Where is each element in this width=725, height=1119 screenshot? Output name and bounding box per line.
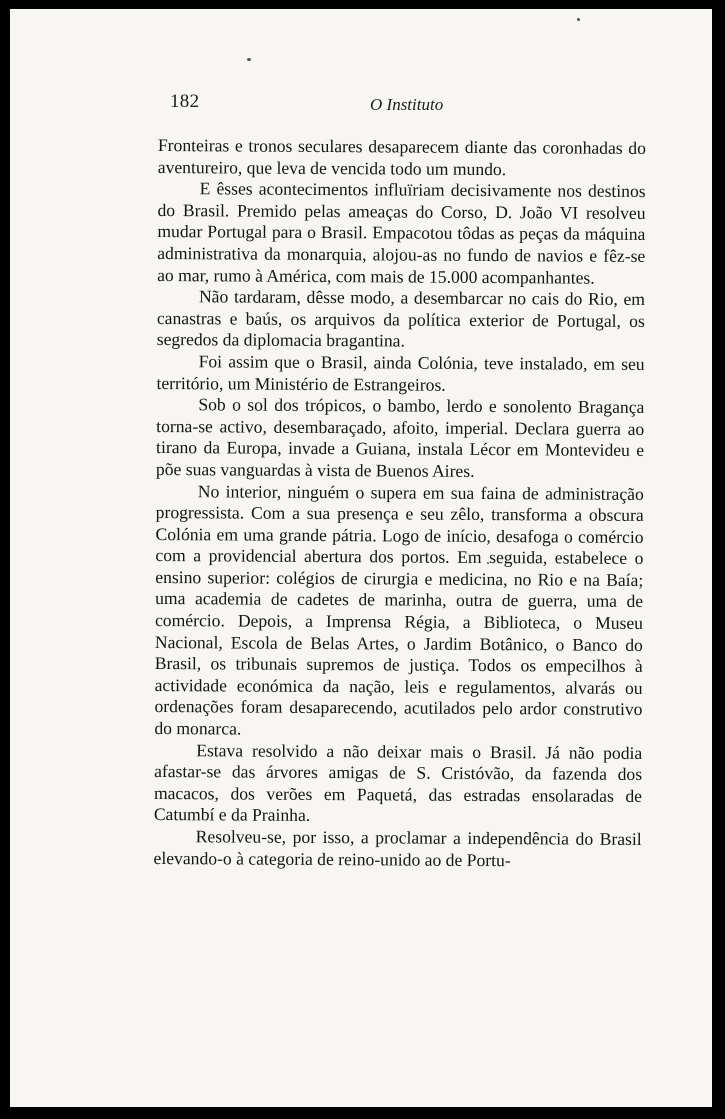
paragraph: E êsses acontecimentos influïriam decisivamente nos destinos do Brasil. Premido pelas ameaças do Corso, D. João VI resolveu mudar Portugal para o Brasil. Empacotou tôdas as peças da máquina administrativa da monarquia, alojou-as no fundo de navios e fêz-se ao mar, rumo à América, com mais de 15.000 acompanhantes. — [157, 178, 646, 288]
paragraph: Resolveu-se, por isso, a proclamar a independência do Brasil elevando-o à categoria de reino-unido ao de Portu- — [153, 826, 642, 870]
paragraph: Sob o sol dos trópicos, o bambo, lerdo e sonolento Bragança torna-se activo, desembaraçado, afoito, imperial. Declara guerra ao tirano da Europa, invade a Guiana, instala Lécor em Montevideu e põe suas vanguardas à vista de Buenos Aires. — [155, 394, 645, 481]
paragraph: Não tardaram, dêsse modo, a desembarcar no cais do Rio, em canastras e baús, os arquivos da política exterior de Portugal, os segredos da diplomacia bragantina. — [156, 286, 646, 351]
book-page — [10, 9, 712, 1107]
body-text — [154, 135, 646, 872]
paragraph: Fronteiras e tronos seculares desaparecem diante das coronhadas do aventureiro, que leva de vencida todo um mundo. — [157, 135, 646, 179]
page-number: 182 — [170, 91, 200, 112]
running-title: O Instituto — [370, 95, 444, 114]
page-header — [10, 91, 712, 121]
paragraph: Estava resolvido a não deixar mais o Brasil. Já não podia afastar-se das árvores amigas de S. Cristóvão, da fazenda dos macacos, dos verões em Paquetá, das estradas ensolaradas de Catumbí e da Prainha. — [153, 739, 643, 826]
paragraph: No interior, ninguém o supera em sua faina de administração progressista. Com a sua presença e seu zêlo, transforma a obscura Colónia em uma grande pátria. Logo de início, desafoga o comércio com a providencial abertura dos portos. Em seguida, estabelece o ensino superior: colégios de cirurgia e medicina, no Rio e na Baía; uma academia de cadetes de marinha, outra de guerra, uma de comércio. Depois, a Imprensa Régia, a Biblioteca, o Museu Nacional, Escola de Belas Artes, o Jardim Botânico, o Banco do Brasil, os tribunais supremos de justiça. Todos os empecilhos à actividade económica da nação, leis e regulamentos, alvarás ou ordenações foram desaparecendo, acutilados pelo ardor construtivo do monarca. — [154, 480, 644, 739]
ink-speck — [247, 58, 251, 61]
paragraph: Foi assim que o Brasil, ainda Colónia, teve instalado, em seu território, um Ministério de Estrangeiros. — [156, 351, 645, 395]
ink-speck — [577, 18, 580, 21]
